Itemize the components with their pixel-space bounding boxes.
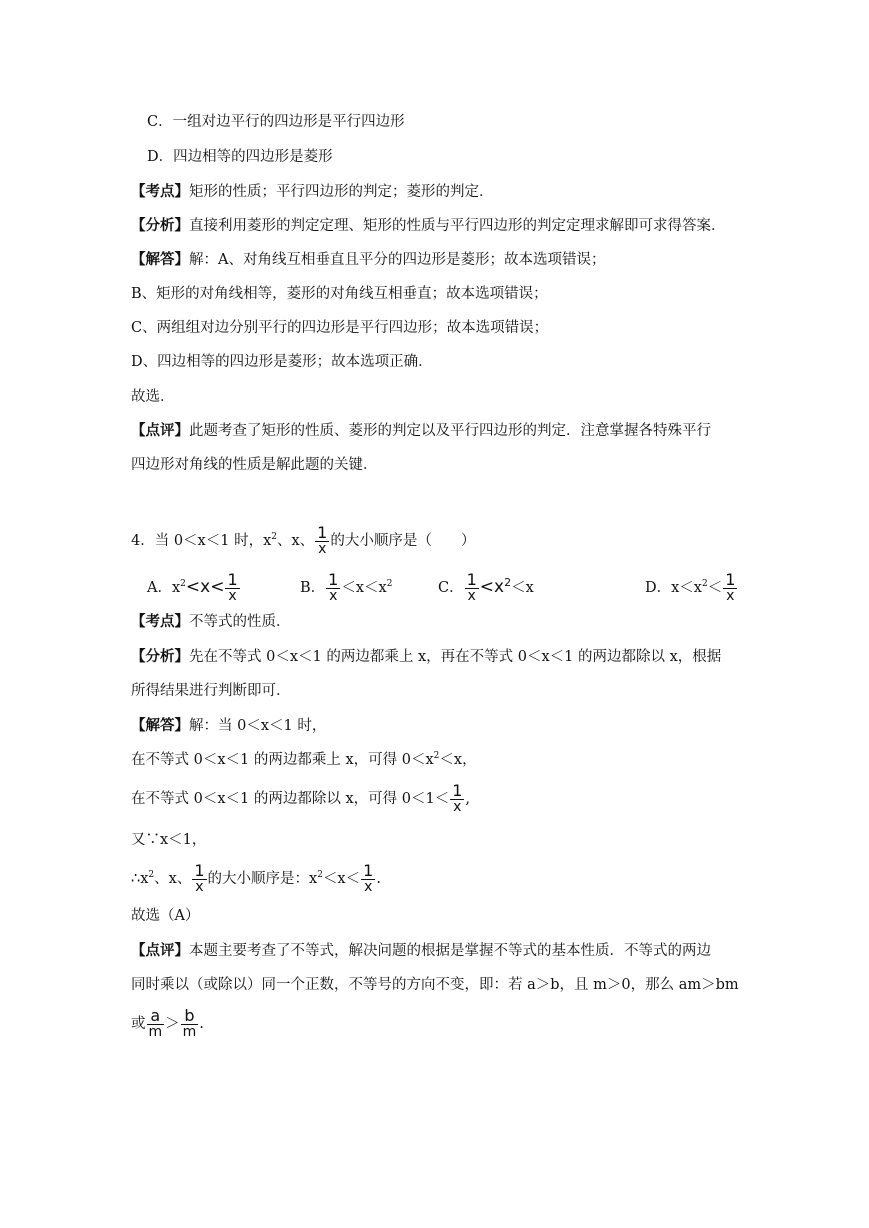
q4-dianping-line-3 xyxy=(131,1008,204,1040)
concl-a: ∴x xyxy=(131,871,149,887)
step2-comma: , xyxy=(465,791,470,807)
stem-part-b: 、x、 xyxy=(276,533,315,549)
option-4c-fraction xyxy=(465,572,479,604)
concl-sup2: 2 xyxy=(317,870,323,881)
option-4b-x2: x xyxy=(378,580,387,596)
q4-conclusion xyxy=(131,863,381,895)
fenxi-text: 直接利用菱形的判定定理、矩形的性质与平行四边形的判定定理求解即可求得答案． xyxy=(189,218,726,234)
fenxi-text: 先在不等式 0＜x＜1 的两边都乘上 x，再在不等式 0＜x＜1 的两边都除以 x，根据 xyxy=(189,649,722,665)
option-4a-lt2: < xyxy=(210,577,225,597)
frac-denominator: x xyxy=(315,541,329,557)
q4-fenxi-line-2: 所得结果进行判断即可． xyxy=(131,683,291,699)
option-4a-fraction xyxy=(225,572,239,604)
stem-sup: 2 xyxy=(271,532,277,543)
option-4b-sup: 2 xyxy=(386,579,393,590)
dianping-line-2: 四边形对角线的性质是解此题的关键． xyxy=(131,457,378,473)
dianping-line-1 xyxy=(131,421,711,441)
frac-numerator: 1 xyxy=(466,570,477,589)
option-4d-sup: 2 xyxy=(701,579,708,590)
jieda-text: 解：A、对角线互相垂直且平分的四边形是菱形；故本选项错误； xyxy=(189,252,606,268)
q4-guxuan: 故选（A） xyxy=(131,908,200,924)
dianping-label: 【点评】 xyxy=(131,942,189,959)
fenxi-label: 【分析】 xyxy=(131,217,189,234)
option-4b-lt1: ＜ xyxy=(341,580,356,596)
option-4b-x1: x xyxy=(355,580,365,596)
option-4c xyxy=(438,572,534,604)
frac-denominator: x xyxy=(192,879,206,895)
option-4d-lt: ＜ xyxy=(707,580,723,596)
fraction-a-over-m xyxy=(147,1008,165,1040)
frac-denominator: x xyxy=(465,588,479,604)
concl-b: 、x、 xyxy=(154,871,192,887)
option-4d-label: D．x＜x xyxy=(645,580,702,596)
jieda-label: 【解答】 xyxy=(131,717,189,734)
q4-kaodian-line xyxy=(131,612,291,632)
answer-line-d: D、四边相等的四边形是菱形；故本选项正确． xyxy=(131,354,433,370)
frac-denominator: m xyxy=(182,1024,197,1040)
dianping-gt: ＞ xyxy=(165,1016,180,1032)
guxuan-line: 故选． xyxy=(131,389,175,405)
option-4c-lt2: ＜ xyxy=(511,580,526,596)
option-4c-lt1: < xyxy=(479,577,495,597)
q4-step-3: 又∵x＜1， xyxy=(131,832,207,848)
fenxi-label: 【分析】 xyxy=(131,648,189,665)
concl-fraction-2 xyxy=(361,863,375,895)
answer-line-b: B、矩形的对角线相等，菱形的对角线互相垂直；故本选项错误； xyxy=(131,286,548,302)
concl-d: ＜x＜ xyxy=(322,871,361,887)
answer-line-c: C、两组组对边分别平行的四边形是平行四边形；故本选项错误； xyxy=(131,320,549,336)
concl-c: 的大小顺序是：x xyxy=(207,871,318,887)
option-4a-lt1: < xyxy=(185,577,201,597)
q4-jieda-line xyxy=(131,716,326,736)
jieda-label: 【解答】 xyxy=(131,251,189,268)
step2-fraction xyxy=(450,783,464,815)
option-4b-lt2: ＜ xyxy=(364,580,379,596)
option-4a xyxy=(147,572,241,604)
q4-dianping-line-1 xyxy=(131,941,711,961)
q4-dianping-line-2: 同时乘以（或除以）同一个正数，不等号的方向不变，即：若 a＞b，且 m＞0，那么 am＞bm xyxy=(131,977,739,993)
frac-numerator: 1 xyxy=(317,523,328,542)
frac-denominator: x xyxy=(361,879,375,895)
fenxi-line xyxy=(131,216,726,236)
frac-denominator: x xyxy=(225,588,239,604)
kaodian-label: 【考点】 xyxy=(131,183,189,200)
dianping-text: 本题主要考查了不等式，解决问题的根据是掌握不等式的基本性质．不等式的两边 xyxy=(189,943,711,959)
step1-sup: 2 xyxy=(433,751,440,762)
question-4-stem xyxy=(131,525,475,557)
fraction-b-over-m xyxy=(181,1008,199,1040)
option-4b-fraction xyxy=(326,572,340,604)
stem-fraction xyxy=(315,525,329,557)
concl-sup1: 2 xyxy=(148,870,155,881)
frac-numerator: 1 xyxy=(363,861,374,880)
frac-numerator: 1 xyxy=(227,570,238,589)
option-4c-x1: x xyxy=(494,577,505,597)
frac-numerator: a xyxy=(150,1006,161,1025)
q4-step-2 xyxy=(131,783,470,815)
kaodian-text: 不等式的性质． xyxy=(189,614,291,630)
frac-numerator: 1 xyxy=(452,781,463,800)
option-4b xyxy=(300,572,392,604)
stem-part-a: 4．当 0＜x＜1 时，x xyxy=(131,533,272,549)
kaodian-line xyxy=(131,182,494,202)
option-4c-x2: x xyxy=(525,580,534,596)
option-c: C．一组对边平行的四边形是平行四边形 xyxy=(147,114,405,130)
option-4d xyxy=(645,572,738,604)
frac-numerator: 1 xyxy=(725,570,736,589)
step1-a: 在不等式 0＜x＜1 的两边都乘上 x，可得 0＜x xyxy=(131,752,434,768)
frac-denominator: m xyxy=(148,1024,163,1040)
jieda-line xyxy=(131,250,605,270)
dianping-label: 【点评】 xyxy=(131,422,189,439)
frac-numerator: 1 xyxy=(194,861,205,880)
kaodian-text: 矩形的性质；平行四边形的判定；菱形的判定． xyxy=(189,184,494,200)
concl-fraction-1 xyxy=(192,863,206,895)
option-4a-label: A．x xyxy=(147,580,181,596)
option-4a-sup: 2 xyxy=(180,579,186,590)
jieda-text: 解：当 0＜x＜1 时， xyxy=(189,718,327,734)
option-4d-fraction xyxy=(723,572,737,604)
option-4c-sup: 2 xyxy=(504,576,512,590)
frac-numerator: 1 xyxy=(328,570,339,589)
step2-a: 在不等式 0＜x＜1 的两边都除以 x，可得 0＜1＜ xyxy=(131,791,450,807)
frac-denominator: x xyxy=(326,588,340,604)
dianping-or: 或 xyxy=(131,1016,146,1032)
concl-period: . xyxy=(376,871,381,887)
q4-step-1 xyxy=(131,750,477,770)
option-d: D．四边相等的四边形是菱形 xyxy=(147,149,333,165)
stem-part-c: 的大小顺序是（ ） xyxy=(330,533,476,549)
option-4c-label: C． xyxy=(438,580,464,596)
kaodian-label: 【考点】 xyxy=(131,613,189,630)
frac-numerator: b xyxy=(184,1006,195,1025)
option-4b-label: B． xyxy=(300,580,326,596)
frac-denominator: x xyxy=(723,588,737,604)
option-4a-x: x xyxy=(200,577,211,597)
q4-fenxi-line-1 xyxy=(131,647,721,667)
dianping-period: . xyxy=(199,1016,204,1032)
frac-denominator: x xyxy=(450,799,464,815)
step1-b: ＜x， xyxy=(439,752,477,768)
dianping-text: 此题考查了矩形的性质、菱形的判定以及平行四边形的判定．注意掌握各特殊平行 xyxy=(189,423,711,439)
